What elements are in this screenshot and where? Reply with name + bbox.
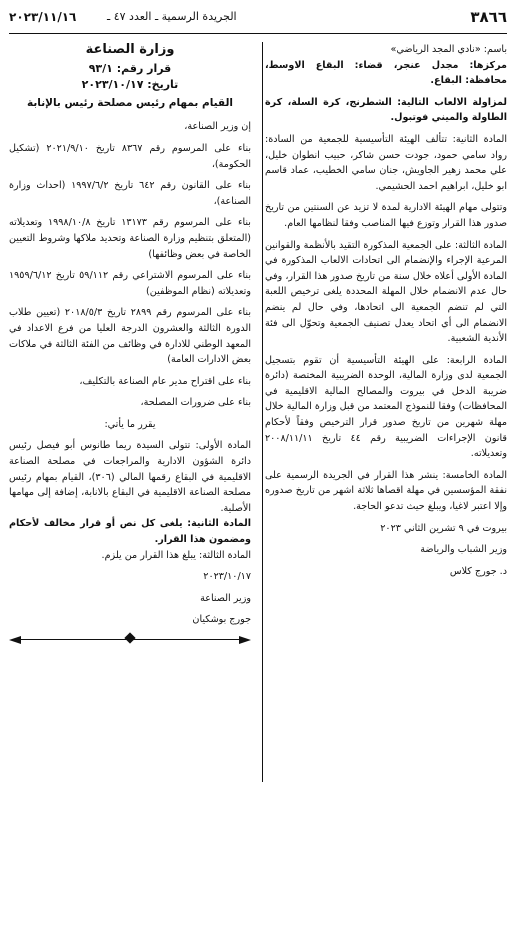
article-two: المادة الثانية: تتألف الهيئة التأسيسية للجمعية من السادة: رواد سامي حمود، جودت حسن شاكر، حبيب انطوان خليل، علي محمد زهير الجاويش، جنان سامي الخطيب، عماد قاسم ابو خليل، ابراهيم احمد الحشيمي. [265, 133, 507, 192]
article-three: المادة الثالثة: يبلغ هذا القرار من يلزم. [101, 549, 251, 561]
signature-position: وزير الصناعة [200, 592, 251, 604]
column-divider [262, 42, 263, 782]
basis-decree-8367: بناء على المرسوم رقم ٨٣٦٧ تاريخ ٢٠٢١/٩/١٠ (تشكيل الحكومة)، [9, 142, 252, 170]
association-location: مركزها: مجدل عنجر، قضاء: البقاع الاوسط، محافظة: البقاع. [265, 59, 507, 87]
basis-decree-59-112: بناء على المرسوم الاشتراعي رقم ٥٩/١١٢ تاريخ ١٩٥٩/٦/١٢ وتعديلاته (نظام الموظفين) [9, 270, 251, 297]
ministry-title: وزارة الصناعة [85, 42, 175, 57]
board-duties: وتتولى مهام الهيئة الادارية لمدة لا تزيد عن السنتين من تاريخ صدور هذا القرار وتوزع فيها المناصب وفقا لنظامها العام. [265, 202, 507, 229]
article-three: المادة الثالثة: على الجمعية المذكورة التقيد بالأنظمة والقوانين المرعية الإجراء والإنضمام الى اتحادات الالعاب المذكورة في المادة الأولى أعلاه خلال سنة من تاريخ صدور هذا القرار، وفي حال عدم الانضمام خلال المهلة المحددة يلغى ترخيص اللعبة التي لم تنضم الجمعية الى اتحادها، وفي حال لم ينضم الانضمام الى أي اتحاد يعدل تصنيف الجمعية وتحوّل الى فئة الأندية الشعبية. [265, 239, 507, 345]
signature-name: جورج بوشكيان [192, 614, 251, 626]
end-ornament [9, 634, 251, 646]
left-column [9, 42, 251, 646]
signature-name: د. جورج كلاس [449, 565, 507, 577]
right-column [265, 42, 507, 579]
article-four: المادة الرابعة: على الهيئة التأسيسية أن تقوم بتسجيل الجمعية لدى وزارة المالية، الوحدة الضريبية المختصة (دائرة ضريبة الدخل في بيروت والمصالح المالية الاقليمية في المحافظات) وفقا للنموذج المعتمد من قبل وزارة المالية خلال مهلة شهرين من تاريخ صدور قرار الترخيص وفقاً لأحكام قانون الإجراءات الضريبية رقم ٤٤ تاريخ ٢٠٠٨/١١/١١ وتعديلاته. [265, 354, 507, 460]
article-one: المادة الأولى: تتولى السيدة ريما طانوس أبو فيصل رئيس دائرة الشؤون الادارية والمراجعات في مصلحة الصناعة الاقليمية في البقاع رقمها المالي (٣٠٦)، القيام بمهام رئيس مصلحة الصناعة الاقليمية في البقاع بالانابة، إضافة إلى مهامها الأصلية. [9, 440, 251, 514]
ornament-tip-right [239, 636, 251, 644]
decision-subject: القيام بمهام رئيس مصلحة رئيس بالإنابة [26, 96, 234, 109]
ornament-diamond [124, 632, 135, 643]
decision-date: تاريخ: ٢٠٢٣/١٠/١٧ [81, 78, 179, 92]
preamble: إن وزير الصناعة، [184, 121, 251, 133]
signature-place-date: بيروت في ٩ تشرين الثاني ٢٠٢٣ [380, 522, 507, 534]
decision-number: قرار رقم: ٩٣/١ [88, 61, 172, 75]
basis-necessity: بناء على ضرورات المصلحة، [140, 397, 251, 409]
basis-decree-2899: بناء على المرسوم رقم ٢٨٩٩ تاريخ ٢٠١٨/٥/٣ (تعيين طلاب الدورة الثالثة والعشرون الدرجة العليا من فرع الاعداد في المعهد الوطني للادارة في وظائف من الفئة الثالثة في ملاكات بعض الادارات العامة) [9, 307, 251, 366]
signature-position: وزير الشباب والرياضة [420, 544, 507, 556]
article-two: المادة الثانية: يلغى كل نص أو قرار مخالف لأحكام ومضمون هذا القرار. [9, 518, 251, 546]
basis-decree-13173: بناء على المرسوم رقم ١٣١٧٣ تاريخ ١٩٩٨/١٠/٨ وتعديلاته (المتعلق بتنظيم وزارة الصناعة وتحديد ملاكها وشروط التعيين الخاصة في بعض وظائفها) [9, 217, 251, 260]
header-rule [9, 33, 507, 34]
ornament-tip-left [9, 636, 21, 644]
gazette-title: الجريدة الرسمية ـ العدد ٤٧ ـ [107, 10, 237, 23]
association-name: باسم: «نادي المجد الرياضي» [390, 44, 507, 55]
article-five: المادة الخامسة: ينشر هذا القرار في الجريدة الرسمية على نفقة المؤسسين في مهلة اقصاها ثلاثة اشهر من تاريخ صدوره وإلا اعتبر لاغيا، ويبلغ حيث تدعو الحاجة. [265, 469, 507, 513]
association-games: لمزاولة الالعاب التالية: الشطرنج، كرة السلة، كرة الطاولة والميني فوتبول. [265, 96, 507, 124]
signature-date: ٢٠٢٣/١٠/١٧ [203, 571, 251, 583]
basis-law-642: بناء على القانون رقم ٦٤٢ تاريخ ١٩٩٧/٦/٢ (احداث وزارة الصناعة)، [9, 180, 251, 207]
page-header [9, 8, 507, 30]
decides: يقرر ما يأتي: [104, 418, 156, 430]
columns [9, 42, 507, 802]
gazette-date: ٢٠٢٣/١١/١٦ [9, 10, 77, 24]
page-number: ٣٨٦٦ [470, 8, 507, 26]
basis-proposal: بناء على اقتراح مدير عام الصناعة بالتكليف، [79, 375, 251, 387]
